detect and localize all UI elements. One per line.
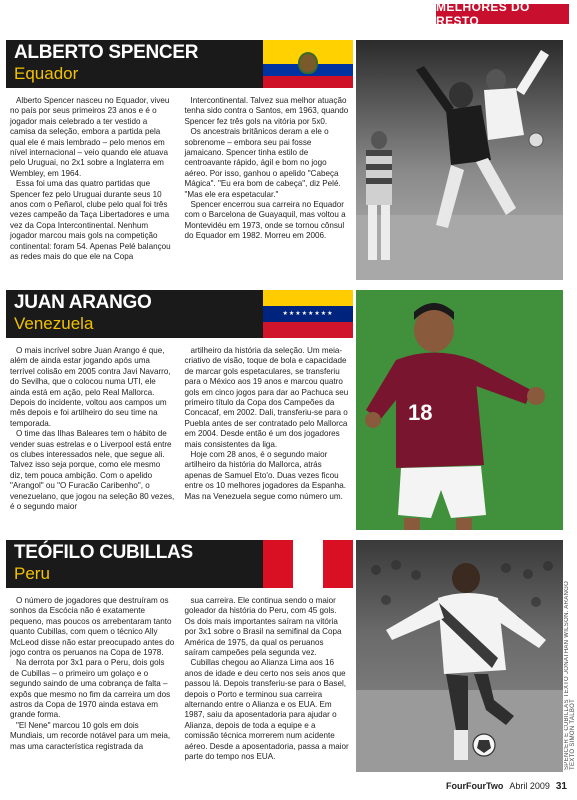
article-text: [6, 92, 353, 263]
spencer-action-photo: [356, 40, 563, 280]
text-column-left: [10, 596, 175, 763]
magazine-name: FourFourTwo: [446, 781, 504, 791]
venezuela-flag-icon: ★★★★★★★★: [263, 290, 353, 338]
paragraph: Cubillas chegou ao Alianza Lima aos 16 anos de idade e deu certo nos seis anos que passou lá. Depois transferiu-se para o Basel, depois o Porto e terminou sua carreira alternando entre o Alianza e os EUA. Em 1987, saiu da aposentadoria para ajudar o Alianza, depois de toda a equipe e a comissão técnica morrerem num acidente aéreo. Desde a aposentadoria, passa a maior parte do tempo nos EUA.: [184, 658, 349, 762]
page-footer: [446, 781, 567, 792]
text-column-right: [185, 96, 350, 263]
paragraph: Intercontinental. Talvez sua melhor atuação tenha sido contra o Santos, em 1963, quando Spencer fez três gols na vitória por 5x0.: [184, 96, 349, 126]
player-country: Peru: [14, 564, 50, 583]
player-header: [6, 290, 353, 338]
player-name: JUAN ARANGO: [14, 292, 152, 313]
player-header: [6, 540, 353, 588]
paragraph: artilheiro da história da seleção. Um meia-criativo de visão, toque de bola e capacidade de marcar gols espetaculares, se transferiu para o México aos 19 anos e marcou quatro gols em cinco jogos para dar ao Pachuca seu primeiro título da Copa dos Campeões da Concacaf, em 2002. Dali, transferiu-se para o Puebla antes de ser contratado pelo Mallorca em 2004. Desde então é um dos jogadores mais consistentes da liga.: [184, 346, 349, 449]
paragraph: O mais incrível sobre Juan Arango é que, além de ainda estar jogando após uma terrível colisão em 2005 contra Javi Navarro, do Sevilha, que o colocou numa UTI, ele ainda está em ação, pelo Real Mallorca. Depois do incidente, voltou aos campos um mês depois e foi artilheiro do seu time na temporada.: [10, 346, 171, 428]
text-column-left: [10, 346, 175, 513]
player-photo: [356, 290, 563, 530]
player-names: [6, 40, 263, 88]
text-column-right: [185, 346, 350, 513]
paragraph: Alberto Spencer nasceu no Equador, viveu no país por seus primeiros 23 anos e é o jogador mais celebrado a ter vestido a camisa da seleção, embora a partida pela qual ele é mais lembrado – pelo menos em nível internacional – veio quando ele atuava pelo Uruguai, no 2x1 sobre a Inglaterra em Wembley, em 1964.: [10, 96, 170, 178]
paragraph: Os ancestrais britânicos deram a ele o sobrenome – embora seu pai fosse jamaicano. Spencer tinha estilo de centroavante rápido, ágil e bom no jogo aéreo. Por isso, ganhou o apelido "Cabeça Mágica". "Eu era bom de cabeça", diz Pelé. "Mas ele era espetacular.": [184, 127, 341, 199]
player-country: Venezuela: [14, 314, 94, 333]
player-block-spencer: [6, 40, 563, 287]
player-names: [6, 540, 263, 588]
player-name: ALBERTO SPENCER: [14, 42, 199, 63]
paragraph: Hoje com 28 anos, é o segundo maior artilheiro da história do Mallorca, atrás apenas de Samuel Eto'o. Duas vezes ficou entre os 10 melhores jogadores da Espanha. Mas na Venezuela segue como número um.: [184, 450, 347, 501]
paragraph: O time das Ilhas Baleares tem o hábito de vender suas estrelas e o Liverpool está entre os clubes interessados nele, que segue ali. Talvez isso seja porque, como ele mesmo diz, tem pouca ambição. Com o apelido "Arangol" ou "O Furacão Caribenho", o venezuelano, que jogou na seleção 80 vezes, é o segundo maior: [10, 429, 175, 512]
ecuador-flag-icon: [263, 40, 353, 88]
section-tag: MELHORES DO RESTO: [436, 4, 569, 24]
player-names: [6, 290, 263, 338]
svg-text:18: 18: [408, 400, 433, 425]
paragraph: "El Nene" marcou 10 gols em dois Mundiais, um recorde notável para um meia, mas uma característica registrada da: [10, 720, 171, 751]
arango-celebration-photo: [356, 290, 563, 530]
article-text: [6, 342, 353, 513]
player-block-arango: [6, 290, 563, 535]
player-photo: [356, 540, 563, 772]
article-text: [6, 592, 353, 763]
photo-credit: SPENCER E CUBILLAS TEXTO JONATHAN WILSON. ARANGO TEXTO SIMON TALBOT: [564, 580, 576, 770]
text-column-left: [10, 96, 175, 263]
player-country: Equador: [14, 64, 79, 83]
paragraph: Essa foi uma das quatro partidas que Spencer fez pelo Uruguai durante seus 10 anos com o Peñarol, clube pelo qual foi três vezes campeão da Taça Libertadores e uma vez da Copa Intercontinental. Nenhum jogador marcou mais gols na competição continental: foram 54. Apenas Pelé balançou as redes mais do que ele na Copa: [10, 179, 171, 262]
player-header: [6, 40, 353, 88]
paragraph: Spencer encerrou sua carreira no Equador com o Barcelona de Guayaquil, mas voltou a Montevidéu em 1973, onde se tornou cônsul do Equador em 1982. Morreu em 2006.: [184, 200, 346, 241]
player-block-cubillas: [6, 540, 563, 776]
player-photo: [356, 40, 563, 280]
issue-date: Abril 2009: [509, 781, 550, 791]
paragraph: Na derrota por 3x1 para o Peru, dois gols de Cubillas – o primeiro um golaço e o segundo saindo de uma cobrança de falta – expôs que mesmo no fim da carreira um dos astros da Copa de 1970 ainda estava em grande forma.: [10, 658, 171, 720]
paragraph: sua carreira. Ele continua sendo o maior goleador da história do Peru, com 45 gols. Os dois mais importantes saíram na vitória por 3x1 sobre o Brasil na semifinal da Copa América de 1975, da qual os peruanos saíram campeões pela segunda vez.: [184, 596, 342, 658]
page-number: 31: [555, 781, 567, 792]
cubillas-action-photo: [356, 540, 563, 772]
player-name: TEÓFILO CUBILLAS: [14, 542, 193, 563]
paragraph: O número de jogadores que destruíram os sonhos da Escócia não é exatamente pequeno, mas poucos os arrebentaram tanto quanto Cubillas, com quem o técnico Ally McLeod disse não estar preocupado antes do jogo contra os peruanos na Copa de 1978.: [10, 596, 175, 658]
text-column-right: [185, 596, 350, 763]
peru-flag-icon: [263, 540, 353, 588]
